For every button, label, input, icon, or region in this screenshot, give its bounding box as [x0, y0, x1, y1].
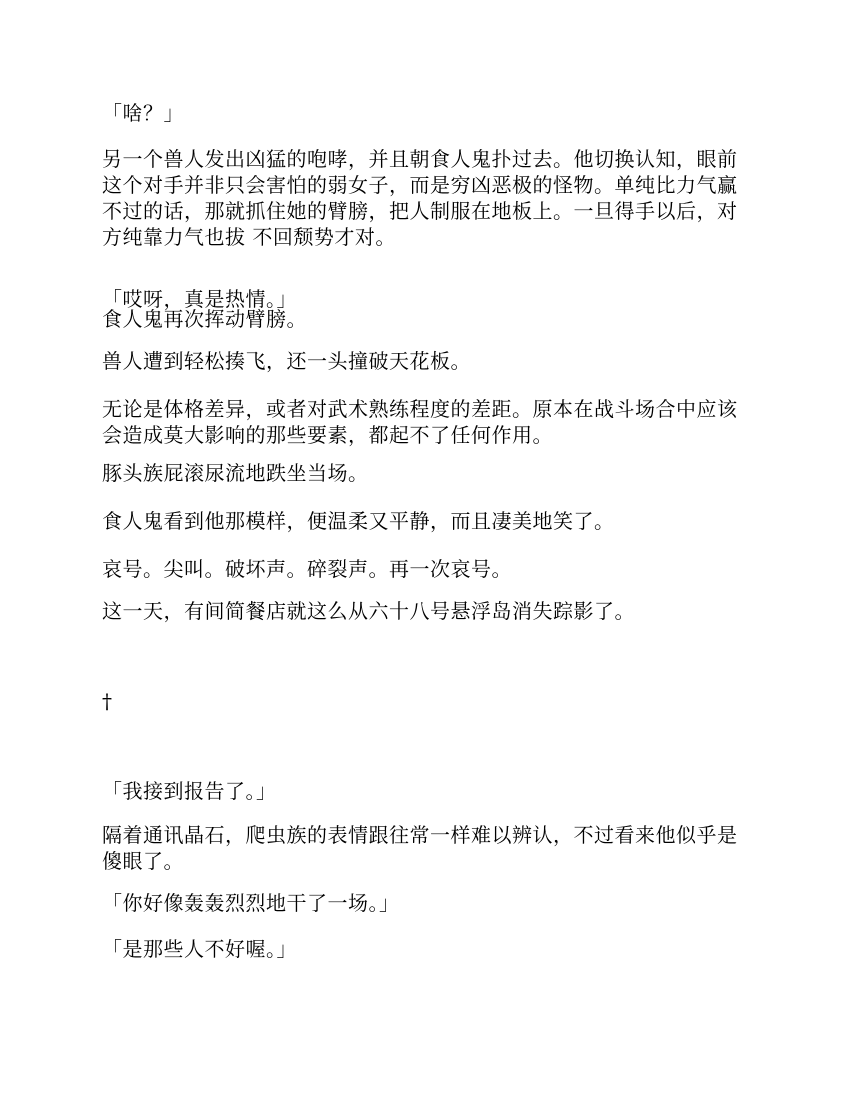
paragraph: 食人鬼再次挥动臂膀。: [102, 307, 307, 331]
paragraph: 哀号。尖叫。破坏声。碎裂声。再一次哀号。: [102, 557, 512, 581]
paragraph: 兽人遭到轻松揍飞，还一头撞破天花板。: [102, 349, 471, 373]
paragraph: 「哎呀，真是热情。」: [102, 287, 297, 311]
paragraph: 「是那些人不好喔。」: [102, 937, 297, 961]
section-separator: †: [102, 689, 113, 713]
paragraph: 隔着通讯晶石，爬虫族的表情跟往常一样难以辨认，不过看来他似乎是傻眼了。: [102, 823, 738, 873]
paragraph: 这一天，有间简餐店就这么从六十八号悬浮岛消失踪影了。: [102, 599, 635, 623]
paragraph: 另一个兽人发出凶猛的咆哮，并且朝食人鬼扑过去。他切换认知，眼前这个对手并非只会害怕的弱女子，而是穷凶恶极的怪物。单纯比力气赢不过的话，那就抓住她的臂膀，把人制服在地板上。一旦得手以后，对方纯靠力气也拔 不回颓势才对。: [102, 147, 738, 249]
paragraph: 「我接到报告了。」: [102, 779, 277, 803]
paragraph: 豚头族屁滚尿流地跌坐当场。: [102, 461, 369, 485]
paragraph: 食人鬼看到他那模样，便温柔又平静，而且凄美地笑了。: [102, 509, 615, 533]
paragraph: 「啥？」: [102, 101, 184, 125]
paragraph: 「你好像轰轰烈烈地干了一场。」: [102, 891, 400, 915]
paragraph: 无论是体格差异，或者对武术熟练程度的差距。原本在战斗场合中应该会造成莫大影响的那些要素，都起不了任何作用。: [102, 397, 738, 447]
